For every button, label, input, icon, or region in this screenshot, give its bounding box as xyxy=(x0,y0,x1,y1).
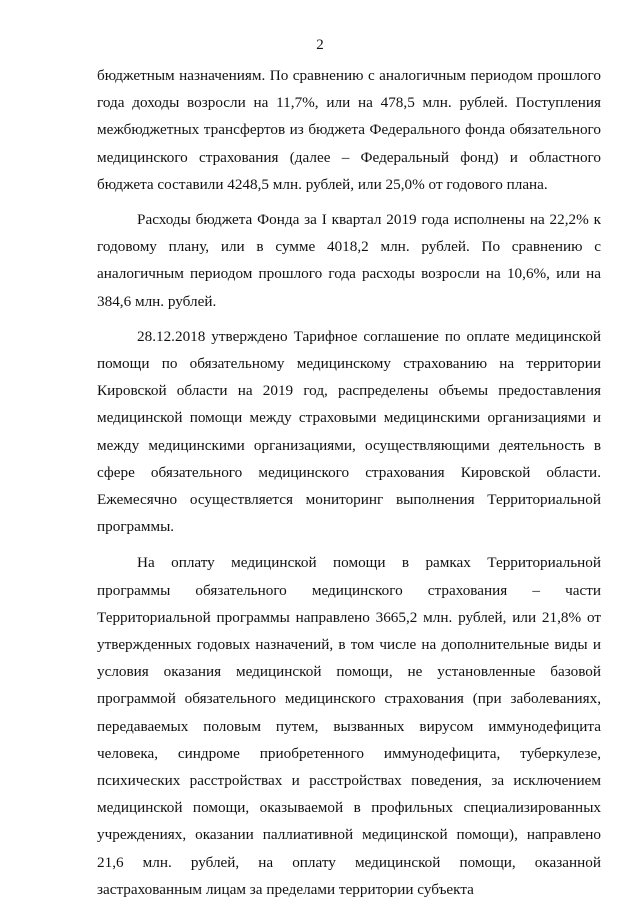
paragraph-4: На оплату медицинской помощи в рамках Территориальной программы обязательного медицинского страхования – части Территориальной программы направлено 3665,2 млн. рублей, или 21,8% от утвержденных годовых назначений, в том числе на дополнительные виды и условия оказания медицинской помощи, не установленные базовой программой обязательного медицинского страхования (при заболеваниях, передаваемых половым путем, вызванных вирусом иммунодефицита человека, синдроме приобретенного иммунодефицита, туберкулезе, психических расстройствах и расстройствах поведения, за исключением медицинской помощи, оказываемой в профильных специализированных учреждениях, оказании паллиативной медицинской помощи), направлено 21,6 млн. рублей, на оплату медицинской помощи, оказанной застрахованным лицам за пределами территории субъекта xyxy=(97,554,601,898)
paragraph-1: бюджетным назначениям. По сравнению с аналогичным периодом прошлого года доходы возросли на 11,7%, или на 478,5 млн. рублей. Поступления межбюджетных трансфертов из бюджета Федерального фонда обязательного медицинского страхования (далее – Федеральный фонд) и областного бюджета составили 4248,5 млн. рублей, или 25,0% от годового плана. xyxy=(97,67,601,193)
document-body xyxy=(97,62,601,903)
page-number: 2 xyxy=(316,37,324,53)
paragraph-3: 28.12.2018 утверждено Тарифное соглашение по оплате медицинской помощи по обязательному медицинскому страхованию на территории Кировской области на 2019 год, распределены объемы предоставления медицинской помощи между страховыми медицинскими организациями и между медицинскими организациями, осуществляющими деятельность в сфере обязательного медицинского страхования Кировской области. Ежемесячно осуществляется мониторинг выполнения Территориальной программы. xyxy=(97,327,601,536)
paragraph-2: Расходы бюджета Фонда за I квартал 2019 года исполнены на 22,2% к годовому плану, или в сумме 4018,2 млн. рублей. По сравнению с аналогичным периодом прошлого года расходы возросли на 10,6%, или на 384,6 млн. рублей. xyxy=(97,211,601,310)
